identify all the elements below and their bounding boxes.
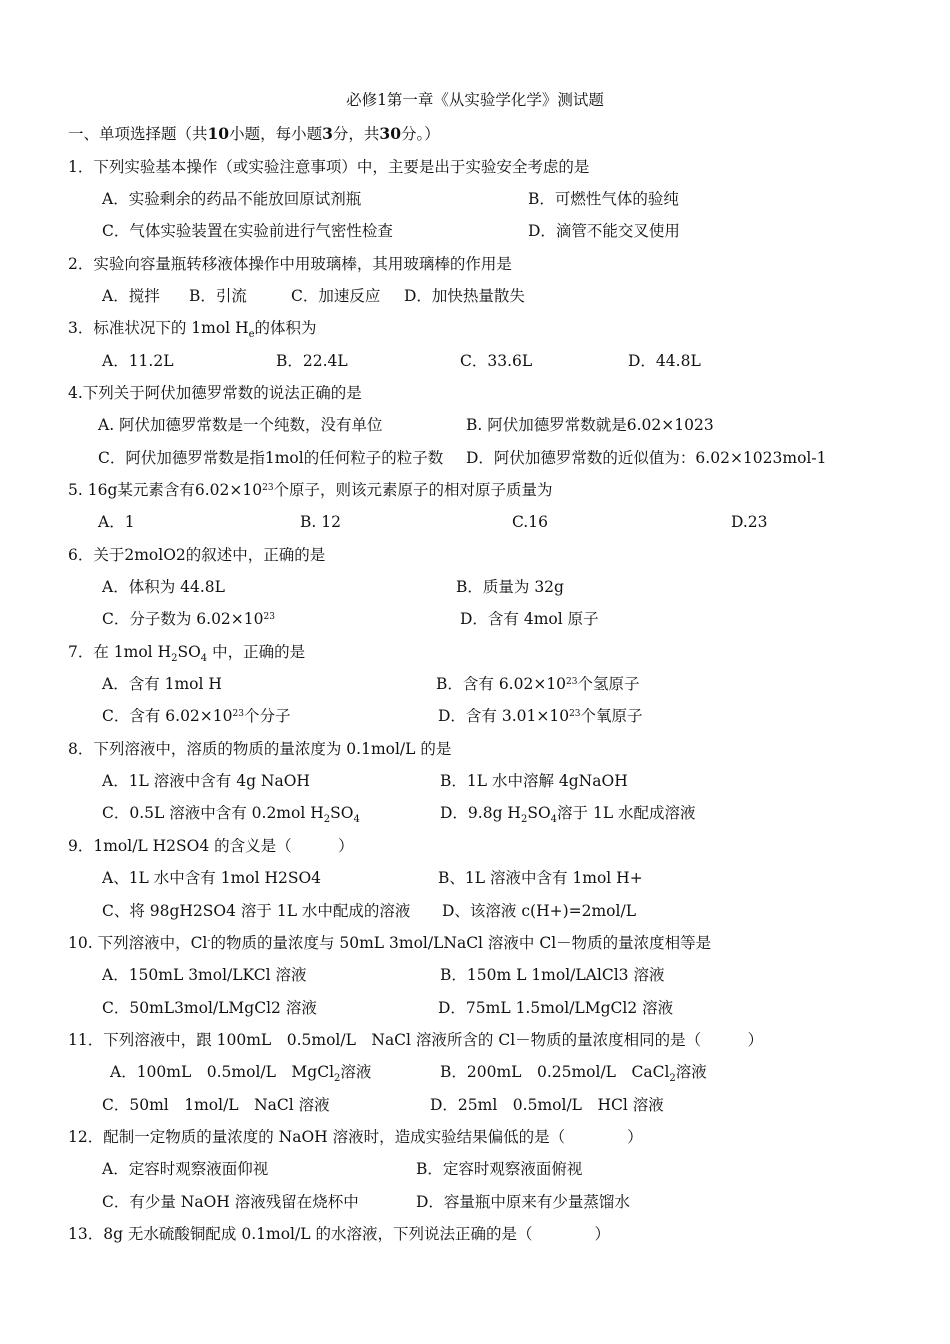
option-d: D．加快热量散失 [404, 287, 525, 305]
option-c: C．有少量 NaOH 溶液残留在烧杯中 [102, 1193, 359, 1211]
option-b: B．质量为 32g [456, 578, 564, 596]
option-a: A．搅拌 [102, 287, 160, 305]
option-d: D、该溶液 c(H+)=2mol/L [442, 902, 636, 920]
option-c: C．含有 $6.02\times 10^{23}$个分子 [102, 707, 291, 725]
option-d: D．容量瓶中原来有少量蒸馏水 [416, 1193, 630, 1211]
option-a: A．含有 1mol H [102, 675, 222, 693]
option-d: D．含有 $3.01\times 10^{23}$个氧原子 [438, 707, 643, 725]
option-d: D．滴管不能交叉使用 [528, 222, 680, 240]
option-c: C．阿伏加德罗常数是指1mol的任何粒子的粒子数 [98, 449, 444, 467]
option-b: B. 12 [300, 513, 341, 531]
option-d: D．44.8L [628, 352, 701, 370]
option-b: B．1L 水中溶解 4gNaOH [440, 772, 628, 790]
question-stem: 7．在 1mol $H_2SO_4$ 中，正确的是 [68, 643, 306, 664]
option-a: A．1 [98, 513, 135, 531]
question-stem: 13．8g 无水硫酸铜配成 0.1mol/L 的水溶液，下列说法正确的是（ ） [68, 1225, 610, 1243]
option-c: C．50mL3mol/LMgCl2 溶液 [102, 999, 317, 1017]
option-c: C．50ml 1mol/L NaCl 溶液 [102, 1096, 330, 1114]
option-a: A．体积为 44.8L [102, 578, 225, 596]
option-b: B. 阿伏加德罗常数就是6.02×1023 [466, 416, 714, 434]
option-b: B．22.4L [276, 352, 348, 370]
option-a: A．1L 溶液中含有 4g NaOH [102, 772, 310, 790]
question-stem: 9．1mol/L H2SO4 的含义是（ ） [68, 837, 354, 855]
option-a: A．定容时观察液面仰视 [102, 1160, 269, 1178]
question-stem: 10. 下列溶液中，Cl-的物质的量浓度与 50mL 3mol/LNaCl 溶液中 Cl－物质的量浓度相等是 [68, 934, 712, 952]
option-c: C．分子数为 $6.02\times 10^{23}$ [102, 610, 275, 628]
option-c: C．33.6L [460, 352, 533, 370]
question-stem: 8．下列溶液中，溶质的物质的量浓度为 0.1mol/L 的是 [68, 740, 452, 758]
option-c: C.16 [512, 513, 548, 531]
option-a: A. 阿伏加德罗常数是一个纯数，没有单位 [98, 416, 383, 434]
option-d: D．阿伏加德罗常数的近似值为：6.02×1023mol-1 [466, 449, 827, 467]
question-stem: 12．配制一定物质的量浓度的 NaOH 溶液时，造成实验结果偏低的是（ ） [68, 1128, 643, 1146]
option-c: C．0.5L 溶液中含有 0.2mol $H_2SO_4$ [102, 804, 360, 825]
option-b: B．200mL 0.25mol/L CaCl$_2$溶液 [440, 1063, 707, 1084]
option-a: A．实验剩余的药品不能放回原试剂瓶 [102, 190, 362, 208]
page-title: 必修1第一章《从实验学化学》测试题 [346, 91, 604, 109]
question-stem: 5. 16g某元素含有$6.02\times 10^{23}$个原子，则该元素原子的相对原子质量为 [68, 481, 553, 499]
option-d: D．75mL 1.5mol/LMgCl2 溶液 [438, 999, 674, 1017]
option-b: B．含有 $6.02\times 10^{23}$个氢原子 [436, 675, 640, 693]
option-a: A、1L 水中含有 1mol H2SO4 [102, 869, 322, 887]
option-b: B．150m L 1mol/LAlCl3 溶液 [440, 966, 665, 984]
question-stem: 4.下列关于阿伏加德罗常数的说法正确的是 [68, 384, 362, 402]
question-stem: 2．实验向容量瓶转移液体操作中用玻璃棒，其用玻璃棒的作用是 [68, 255, 512, 273]
option-b: B．定容时观察液面俯视 [416, 1160, 583, 1178]
question-stem: 6．关于2molO2的叙述中，正确的是 [68, 546, 326, 564]
option-a: A．150mL 3mol/LKCl 溶液 [102, 966, 307, 984]
option-d: D．25ml 0.5mol/L HCl 溶液 [430, 1096, 664, 1114]
option-b: B．可燃性气体的验纯 [528, 190, 679, 208]
option-d: D.23 [731, 513, 768, 531]
question-stem: 3．标准状况下的 1mol $H_e$的体积为 [68, 319, 317, 340]
option-b: B．引流 [189, 287, 247, 305]
option-c: C．加速反应 [291, 287, 381, 305]
option-a: A．11.2L [102, 352, 174, 370]
option-d: D．含有 4mol 原子 [460, 610, 599, 628]
option-c: C．气体实验装置在实验前进行气密性检查 [102, 222, 393, 240]
option-d: D．9.8g $H_2SO_4$溶于 1L 水配成溶液 [440, 804, 696, 825]
question-stem: 11．下列溶液中，跟 100mL 0.5mol/L NaCl 溶液所含的 Cl－物质的量浓度相同的是（ ） [68, 1031, 764, 1049]
option-c: C、将 98gH2SO4 溶于 1L 水中配成的溶液 [102, 902, 411, 920]
section-heading: 一、单项选择题（共10小题，每小题3分，共30分。） [68, 124, 440, 143]
option-b: B、1L 溶液中含有 1mol H+ [438, 869, 643, 887]
question-stem: 1．下列实验基本操作（或实验注意事项）中，主要是出于实验安全考虑的是 [68, 158, 590, 176]
option-a: A．100mL 0.5mol/L MgCl$_2$溶液 [110, 1063, 372, 1084]
